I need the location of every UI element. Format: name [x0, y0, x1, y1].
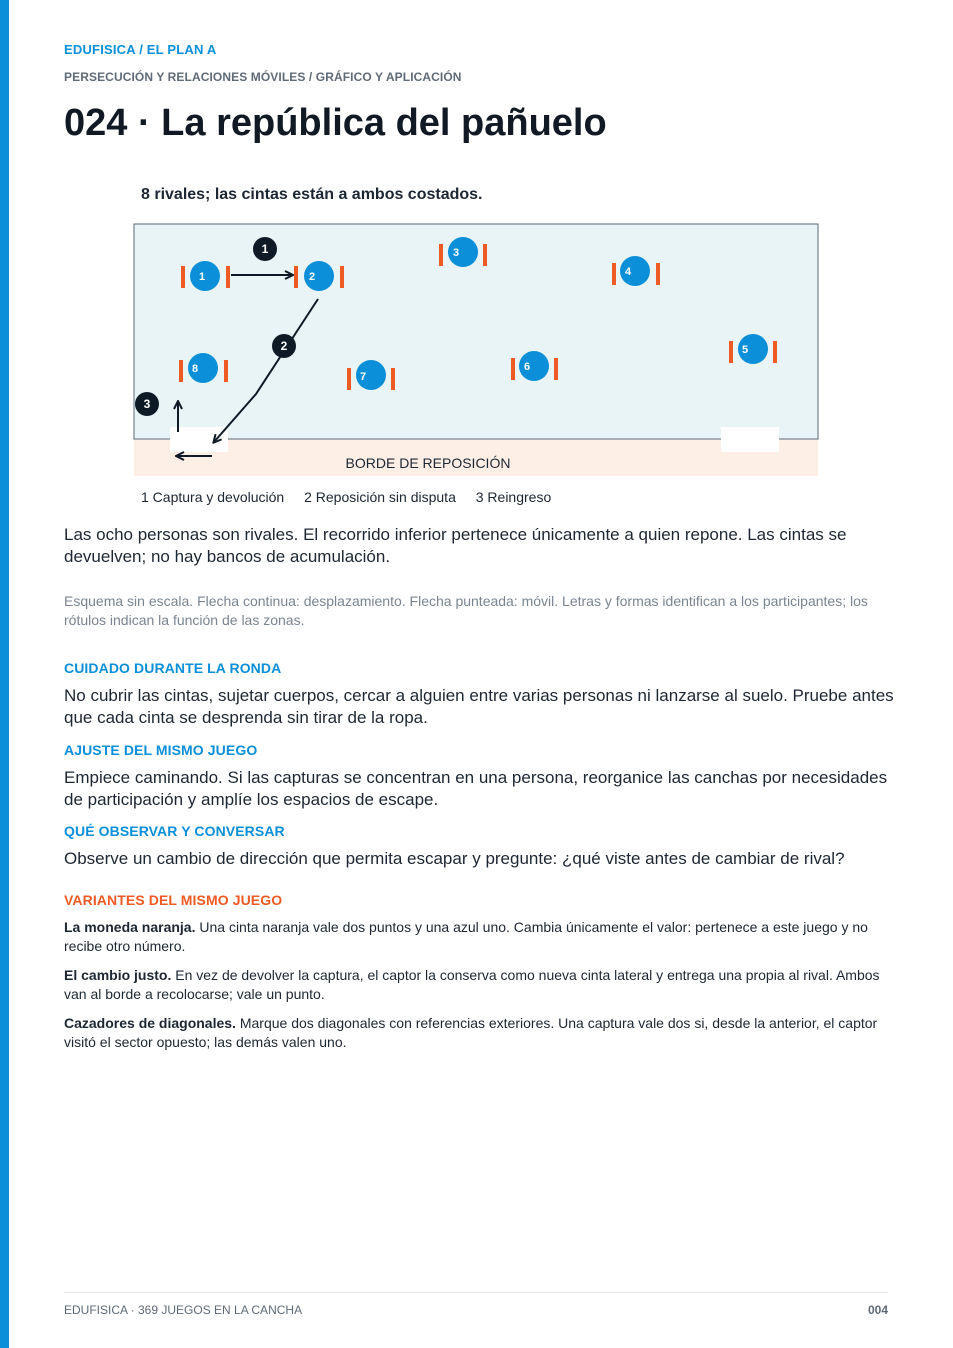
footer-divider: [64, 1292, 888, 1293]
heading-care: CUIDADO DURANTE LA RONDA: [64, 660, 282, 676]
svg-text:6: 6: [524, 361, 531, 373]
text-care: No cubrir las cintas, sujetar cuerpos, cercar a alguien entre varias personas ni lanzarse al suelo. Pruebe antes que cada cinta se desprenda sin tirar de la ropa.: [64, 686, 894, 727]
svg-text:5: 5: [742, 344, 749, 356]
footer-publication: EDUFISICA · 369 JUEGOS EN LA CANCHA: [64, 1303, 303, 1317]
legend-item: 3 Reingreso: [475, 489, 552, 505]
section-breadcrumb: PERSECUCIÓN Y RELACIONES MÓVILES / GRÁFICO Y APLICACIÓN: [64, 70, 462, 84]
variant-name: El cambio justo.: [64, 967, 172, 983]
text-adjust: Empiece caminando. Si las capturas se concentran en una persona, reorganice las canchas por necesidades de participación y amplíe los espacios de escape.: [64, 768, 888, 809]
heading-variants: VARIANTES DEL MISMO JUEGO: [64, 892, 283, 908]
svg-text:1: 1: [199, 271, 206, 283]
legend-item: 1 Captura y devolución: [141, 489, 285, 505]
page-number: 004: [867, 1303, 888, 1317]
left-accent-bar: [0, 0, 9, 1348]
svg-text:8: 8: [192, 363, 199, 375]
game-diagram: [130, 218, 830, 480]
variant-item: [64, 966, 894, 1004]
svg-text:7: 7: [360, 371, 367, 383]
step-marker-2: [272, 334, 296, 358]
diagram-caption: 8 rivales; las cintas están a ambos costados.: [141, 186, 483, 203]
kicker: EDUFISICA / EL PLAN A: [64, 42, 217, 57]
svg-text:2: 2: [280, 339, 288, 353]
zone-label: BORDE DE REPOSICIÓN: [345, 455, 511, 471]
diagram-note: Esquema sin escala. Flecha continua: desplazamiento. Flecha punteada: móvil. Letras y formas identifican a los participantes; los rótulos indican la función de las zonas.: [64, 593, 868, 628]
step-marker-1: [253, 237, 277, 261]
entry-gap-right: [721, 427, 779, 452]
svg-text:1: 1: [261, 242, 269, 256]
variant-text: En vez de devolver la captura, el captor la conserva como nueva cinta lateral y entrega una propia al rival. Ambos van al borde a recolocarse; vale un punto.: [64, 967, 880, 1002]
variant-name: Cazadores de diagonales.: [64, 1015, 236, 1031]
legend-item: 2 Reposición sin disputa: [304, 489, 456, 505]
text-observe: Observe un cambio de dirección que permita escapar y pregunte: ¿qué viste antes de cambiar de rival?: [64, 849, 845, 868]
heading-adjust: AJUSTE DEL MISMO JUEGO: [64, 742, 258, 758]
diagram-legend: [141, 489, 567, 505]
variant-text: Marque dos diagonales con referencias exteriores. Una captura vale dos si, desde la anterior, el captor visitó el sector opuesto; las demás valen uno.: [64, 1015, 878, 1050]
heading-observe: QUÉ OBSERVAR Y CONVERSAR: [64, 823, 285, 839]
page-title: 024 · La república del pañuelo: [64, 102, 607, 144]
variant-item: [64, 918, 894, 956]
svg-text:3: 3: [453, 247, 460, 259]
svg-text:3: 3: [143, 397, 151, 411]
variant-name: La moneda naranja.: [64, 919, 196, 935]
svg-text:4: 4: [625, 266, 632, 278]
variant-item: [64, 1014, 894, 1052]
intro-paragraph: Las ocho personas son rivales. El recorrido inferior pertenece únicamente a quien repone. Las cintas se devuelven; no hay bancos de acumulación.: [64, 525, 847, 566]
svg-text:2: 2: [309, 271, 316, 283]
step-marker-3: [135, 392, 159, 416]
variant-text: Una cinta naranja vale dos puntos y una azul uno. Cambia únicamente el valor: pertenece a este juego y no recibe otro número.: [64, 919, 868, 954]
